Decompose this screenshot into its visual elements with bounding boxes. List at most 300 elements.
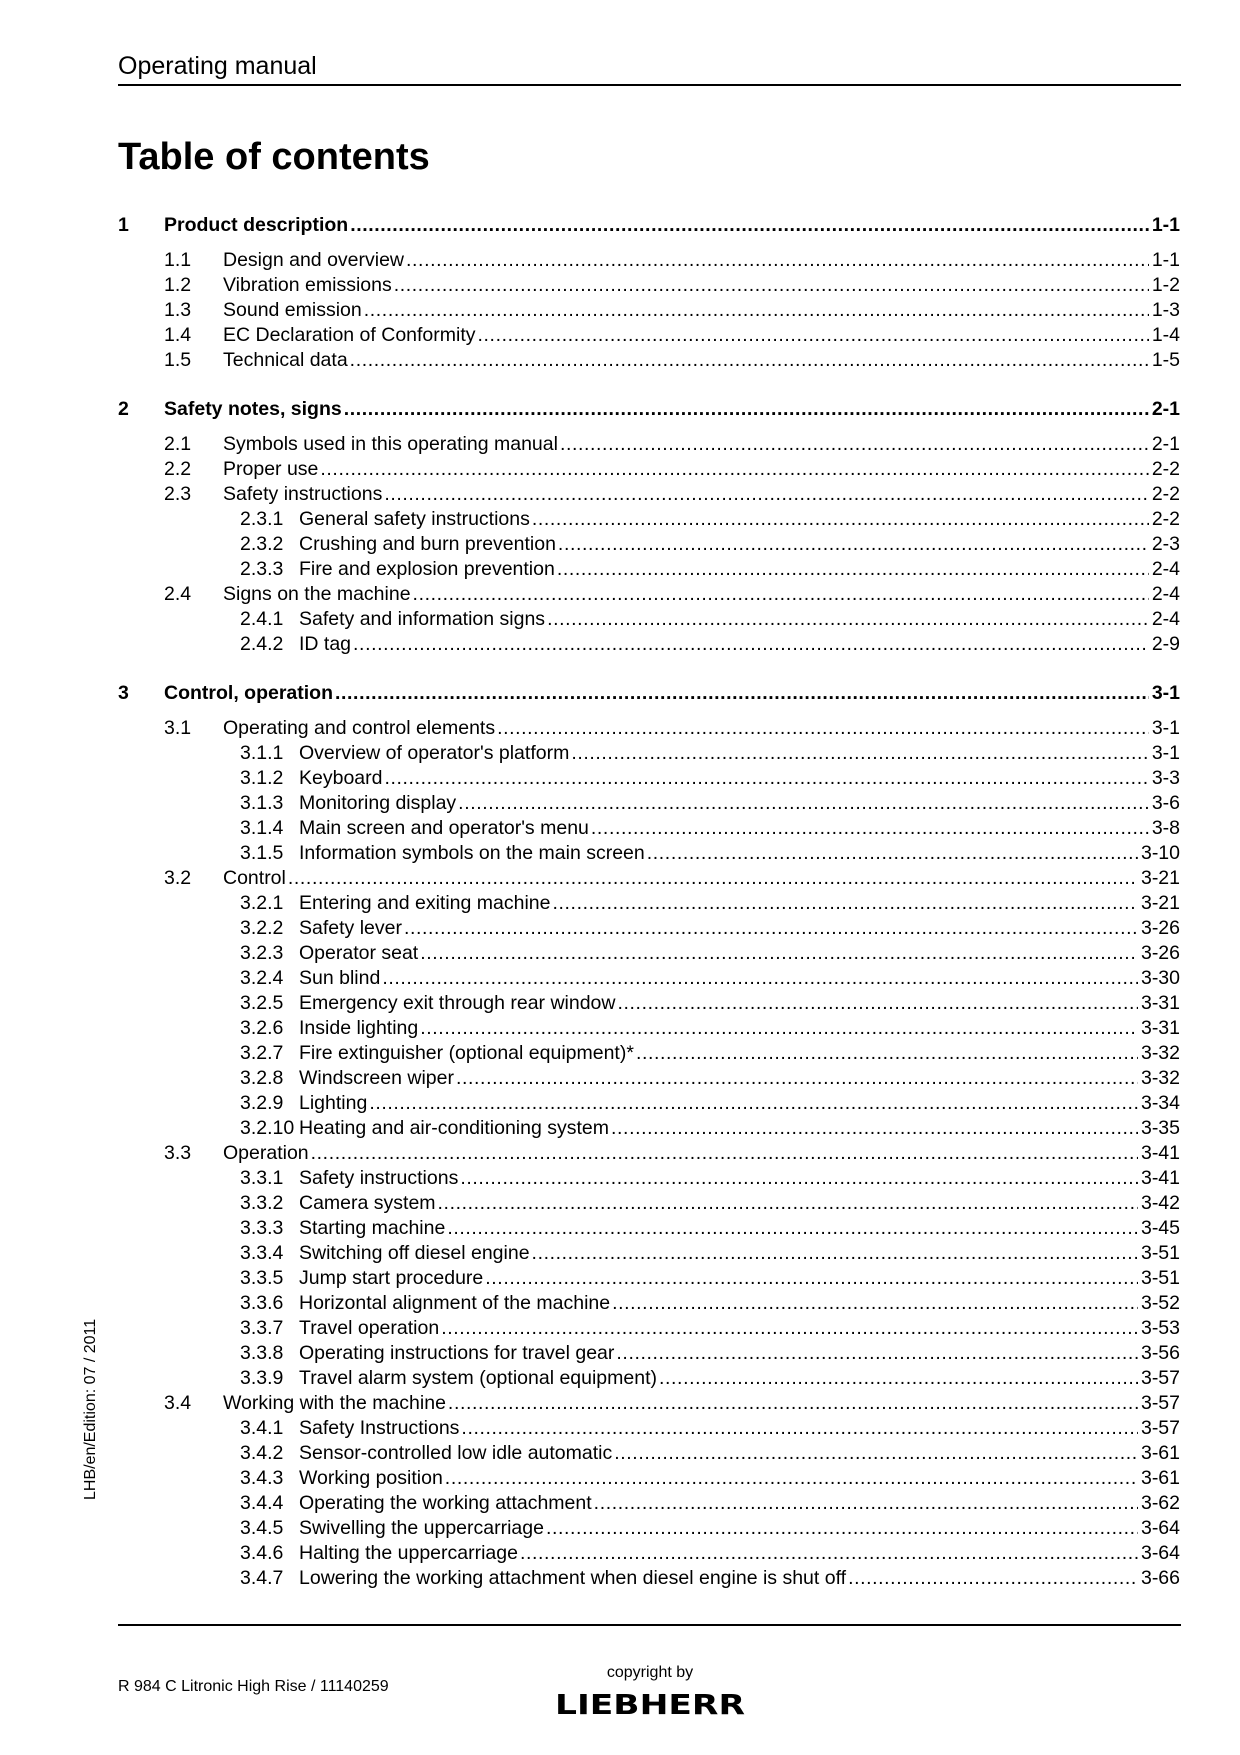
toc-title: Design and overview [223, 249, 405, 271]
toc-entry[interactable] [0, 272, 1240, 298]
toc-entry-line [299, 965, 1180, 991]
dot-leader [571, 740, 1148, 766]
toc-entry[interactable] [0, 581, 1240, 607]
dot-leader [438, 1190, 1138, 1216]
toc-entry-line [299, 1365, 1180, 1391]
toc-page: 3-61 [1140, 1467, 1180, 1489]
toc-number: 3.3.1 [240, 1167, 284, 1189]
dot-leader [591, 815, 1149, 841]
toc-entry-line [299, 1340, 1180, 1366]
toc-page: 3-41 [1140, 1142, 1180, 1164]
toc-number: 3.4.7 [240, 1567, 284, 1589]
toc-entry[interactable] [0, 840, 1240, 866]
toc-entry-line [223, 247, 1180, 273]
toc-title: Switching off diesel engine [299, 1242, 530, 1264]
toc-title: Camera system [299, 1192, 436, 1214]
toc-entry-line [299, 1290, 1180, 1316]
toc-number: 3.1 [164, 717, 192, 739]
toc-chapter[interactable] [0, 212, 1240, 238]
toc-page: 2-9 [1151, 633, 1180, 655]
toc-entry[interactable] [0, 740, 1240, 766]
toc-entry[interactable] [0, 915, 1240, 941]
toc-title: Information symbols on the main screen [299, 842, 645, 864]
toc-entry-line [299, 940, 1180, 966]
toc-entry[interactable] [0, 1415, 1240, 1441]
toc-entry[interactable] [0, 715, 1240, 741]
toc-title: Fire and explosion prevention [299, 558, 555, 580]
toc-page: 2-4 [1151, 583, 1180, 605]
dot-leader [611, 1115, 1138, 1141]
toc-number: 1.4 [164, 324, 192, 346]
toc-chapter[interactable] [0, 396, 1240, 422]
toc-entry-line [223, 297, 1180, 323]
toc-number: 2.2 [164, 458, 192, 480]
toc-entry[interactable] [0, 815, 1240, 841]
toc-page: 3-53 [1140, 1317, 1180, 1339]
toc-entry[interactable] [0, 1340, 1240, 1366]
toc-entry[interactable] [0, 890, 1240, 916]
toc-page: 3-52 [1140, 1292, 1180, 1314]
toc-page: 3-30 [1140, 967, 1180, 989]
toc-entry[interactable] [0, 1065, 1240, 1091]
toc-title: Lighting [299, 1092, 368, 1114]
toc-title: Safety and information signs [299, 608, 546, 630]
toc-entry[interactable] [0, 297, 1240, 323]
toc-number: 2.4.1 [240, 608, 284, 630]
toc-entry[interactable] [0, 322, 1240, 348]
toc-title: Fire extinguisher (optional equipment)* [299, 1042, 634, 1064]
toc-title: Working with the machine [223, 1392, 446, 1414]
toc-title: Safety instructions [223, 483, 383, 505]
toc-entry[interactable] [0, 965, 1240, 991]
dot-leader [458, 790, 1149, 816]
toc-number: 1 [118, 214, 129, 236]
toc-page: 3-45 [1140, 1217, 1180, 1239]
running-header: Operating manual [118, 52, 317, 80]
dot-leader [497, 715, 1149, 741]
dot-leader [420, 1015, 1138, 1041]
toc-entry[interactable] [0, 1440, 1240, 1466]
dot-leader [848, 1565, 1138, 1591]
dot-leader [384, 481, 1148, 507]
toc-entry[interactable] [0, 1540, 1240, 1566]
toc-entry[interactable] [0, 1515, 1240, 1541]
toc-title: Control [223, 867, 286, 889]
toc-page: 1-1 [1151, 249, 1180, 271]
toc-page: 2-1 [1151, 433, 1180, 455]
toc-entry-line [299, 1415, 1180, 1441]
toc-number: 2.4 [164, 583, 192, 605]
toc-page: 3-31 [1140, 1017, 1180, 1039]
toc-title: Control, operation [164, 682, 333, 704]
toc-entry[interactable] [0, 865, 1240, 891]
toc-number: 3.1.5 [240, 842, 284, 864]
dot-leader [394, 272, 1149, 298]
dot-leader [447, 1215, 1138, 1241]
toc-page: 2-3 [1151, 533, 1180, 555]
dot-leader [350, 347, 1149, 373]
toc-entry-line [164, 212, 1180, 238]
toc-entry[interactable] [0, 1315, 1240, 1341]
dot-leader [553, 890, 1138, 916]
dot-leader [369, 1090, 1138, 1116]
toc-number: 3.4 [164, 1392, 192, 1414]
page-title: Table of contents [118, 136, 430, 178]
toc-number: 3.2 [164, 867, 192, 889]
toc-chapter[interactable] [0, 680, 1240, 706]
dot-leader [445, 1465, 1138, 1491]
toc-page: 3-56 [1140, 1342, 1180, 1364]
toc-number: 3.3.7 [240, 1317, 284, 1339]
toc-entry[interactable] [0, 1465, 1240, 1491]
toc-title: Working position [299, 1467, 443, 1489]
toc-entry[interactable] [0, 481, 1240, 507]
toc-entry-line [299, 1465, 1180, 1491]
toc-page: 3-66 [1140, 1567, 1180, 1589]
toc-entry-line [299, 631, 1180, 657]
toc-page: 3-3 [1151, 767, 1180, 789]
dot-leader [448, 1390, 1138, 1416]
toc-page: 3-42 [1140, 1192, 1180, 1214]
toc-entry-line [299, 1240, 1180, 1266]
toc-entry[interactable] [0, 1190, 1240, 1216]
toc-entry[interactable] [0, 556, 1240, 582]
toc-page: 3-61 [1140, 1442, 1180, 1464]
toc-entry[interactable] [0, 990, 1240, 1016]
toc-page: 3-57 [1140, 1367, 1180, 1389]
toc-number: 2.3.3 [240, 558, 284, 580]
dot-leader [647, 840, 1138, 866]
toc-entry[interactable] [0, 347, 1240, 373]
dot-leader [460, 1165, 1138, 1191]
toc-entry-line [223, 272, 1180, 298]
toc-number: 3.2.6 [240, 1017, 284, 1039]
toc-entry-line [164, 680, 1180, 706]
toc-page: 2-2 [1151, 458, 1180, 480]
footer-model: R 984 C Litronic High Rise / 11140259 [118, 1678, 389, 1695]
toc-entry-line [299, 1040, 1180, 1066]
toc-page: 3-41 [1140, 1167, 1180, 1189]
toc-page: 3-34 [1140, 1092, 1180, 1114]
toc-number: 3.4.2 [240, 1442, 284, 1464]
toc-page: 3-62 [1140, 1492, 1180, 1514]
toc-page: 3-64 [1140, 1517, 1180, 1539]
toc-entry-line [299, 1565, 1180, 1591]
toc-entry[interactable] [0, 1165, 1240, 1191]
toc-title: Jump start procedure [299, 1267, 484, 1289]
toc-number: 3.2.1 [240, 892, 284, 914]
toc-number: 3.2.9 [240, 1092, 284, 1114]
toc-title: Operator seat [299, 942, 419, 964]
dot-leader [532, 506, 1149, 532]
dot-leader [558, 531, 1149, 557]
toc-number: 3.2.4 [240, 967, 284, 989]
toc-entry[interactable] [0, 1215, 1240, 1241]
toc-number: 1.5 [164, 349, 192, 371]
toc-title: General safety instructions [299, 508, 530, 530]
toc-title: Starting machine [299, 1217, 446, 1239]
toc-entry-line [299, 1065, 1180, 1091]
dot-leader [612, 1290, 1138, 1316]
toc-number: 3.3.4 [240, 1242, 284, 1264]
toc-page: 1-4 [1151, 324, 1180, 346]
toc-number: 3.1.3 [240, 792, 284, 814]
dot-leader [364, 297, 1149, 323]
toc-title: Technical data [223, 349, 348, 371]
toc-number: 3.1.2 [240, 767, 284, 789]
toc-number: 3.3 [164, 1142, 192, 1164]
toc-entry-line [223, 456, 1180, 482]
toc-entry-line [299, 606, 1180, 632]
toc-entry[interactable] [0, 790, 1240, 816]
copyright-text: copyright by [606, 1664, 694, 1681]
toc-page: 2-2 [1151, 508, 1180, 530]
toc-page: 3-1 [1151, 742, 1180, 764]
dot-leader [353, 631, 1149, 657]
toc-entry[interactable] [0, 1115, 1240, 1141]
toc-page: 2-4 [1151, 608, 1180, 630]
toc-entry-line [299, 1165, 1180, 1191]
dot-leader [456, 1065, 1138, 1091]
toc-entry[interactable] [0, 940, 1240, 966]
toc-number: 2.3 [164, 483, 192, 505]
toc-page: 3-51 [1140, 1242, 1180, 1264]
toc-title: Signs on the machine [223, 583, 411, 605]
dot-leader [350, 212, 1149, 238]
toc-title: Travel alarm system (optional equipment) [299, 1367, 657, 1389]
dot-leader [636, 1040, 1138, 1066]
toc-title: Sun blind [299, 967, 381, 989]
toc-entry-line [299, 765, 1180, 791]
toc-entry[interactable] [0, 1040, 1240, 1066]
toc-entry[interactable] [0, 631, 1240, 657]
toc-number: 2 [118, 398, 129, 420]
dot-leader [614, 1440, 1138, 1466]
toc-entry-line [223, 322, 1180, 348]
toc-entry-line [299, 915, 1180, 941]
toc-entry[interactable] [0, 456, 1240, 482]
toc-entry-line [299, 556, 1180, 582]
toc-title: Overview of operator's platform [299, 742, 570, 764]
toc-number: 3.4.1 [240, 1417, 284, 1439]
footer-rule [118, 1624, 1181, 1626]
edition-note: LHB/en/Edition: 07 / 2011 [82, 1318, 99, 1500]
toc-page: 3-35 [1140, 1117, 1180, 1139]
dot-leader [546, 1515, 1138, 1541]
dot-leader [532, 1240, 1138, 1266]
toc-entry[interactable] [0, 1265, 1240, 1291]
toc-title: Windscreen wiper [299, 1067, 454, 1089]
dot-leader [659, 1365, 1138, 1391]
toc-page: 3-64 [1140, 1542, 1180, 1564]
toc-entry-line [223, 347, 1180, 373]
toc-number: 3.2.7 [240, 1042, 284, 1064]
toc-title: Operating the working attachment [299, 1492, 592, 1514]
dot-leader [618, 990, 1138, 1016]
toc-title: Operating instructions for travel gear [299, 1342, 615, 1364]
toc-page: 1-5 [1151, 349, 1180, 371]
toc-entry-line [299, 990, 1180, 1016]
toc-entry[interactable] [0, 765, 1240, 791]
toc-number: 3.3.6 [240, 1292, 284, 1314]
toc-page: 1-3 [1151, 299, 1180, 321]
toc-page: 1-2 [1151, 274, 1180, 296]
toc-entry-line [223, 431, 1180, 457]
toc-title: Entering and exiting machine [299, 892, 551, 914]
dot-leader [560, 431, 1149, 457]
dot-leader [384, 765, 1148, 791]
dot-leader [311, 1140, 1138, 1166]
toc-number: 3.3.9 [240, 1367, 284, 1389]
toc-number: 3.4.3 [240, 1467, 284, 1489]
toc-page: 2-1 [1151, 398, 1180, 420]
toc-title: Operation [223, 1142, 309, 1164]
toc-number: 1.1 [164, 249, 192, 271]
toc-title: Crushing and burn prevention [299, 533, 556, 555]
toc-title: Sensor-controlled low idle automatic [299, 1442, 613, 1464]
toc-entry-line [223, 715, 1180, 741]
toc-number: 3.2.10 [240, 1117, 295, 1139]
toc-entry-line [299, 890, 1180, 916]
toc-entry[interactable] [0, 1090, 1240, 1116]
dot-leader [557, 556, 1149, 582]
toc-number: 2.1 [164, 433, 192, 455]
dot-leader [320, 456, 1148, 482]
toc-number: 3.3.2 [240, 1192, 284, 1214]
dot-leader [420, 940, 1138, 966]
toc-page: 1-1 [1151, 214, 1180, 236]
toc-entry[interactable] [0, 506, 1240, 532]
dot-leader [413, 581, 1149, 607]
toc-title: Horizontal alignment of the machine [299, 1292, 611, 1314]
dot-leader [485, 1265, 1138, 1291]
toc-number: 3.1.1 [240, 742, 284, 764]
dot-leader [344, 396, 1149, 422]
logo-text: LIEBHERR [555, 1688, 745, 1718]
toc-entry[interactable] [0, 431, 1240, 457]
dot-leader [461, 1415, 1138, 1441]
toc-number: 3 [118, 682, 129, 704]
toc-entry-line [299, 840, 1180, 866]
dot-leader [382, 965, 1138, 991]
toc-entry-line [164, 396, 1180, 422]
toc-page: 3-26 [1140, 917, 1180, 939]
toc-entry[interactable] [0, 1140, 1240, 1166]
toc-number: 2.3.2 [240, 533, 284, 555]
toc-title: Inside lighting [299, 1017, 419, 1039]
toc-title: Product description [164, 214, 349, 236]
toc-title: Symbols used in this operating manual [223, 433, 558, 455]
toc-number: 1.2 [164, 274, 192, 296]
dot-leader [478, 322, 1149, 348]
toc-title: Proper use [223, 458, 319, 480]
toc-page: 3-32 [1140, 1067, 1180, 1089]
toc-page: 3-32 [1140, 1042, 1180, 1064]
toc-entry-line [223, 581, 1180, 607]
toc-title: Heating and air-conditioning system [299, 1117, 610, 1139]
dot-leader [520, 1540, 1138, 1566]
toc-page: 3-57 [1140, 1392, 1180, 1414]
toc-page: 3-21 [1140, 892, 1180, 914]
toc-entry[interactable] [0, 1490, 1240, 1516]
toc-title: Safety lever [299, 917, 402, 939]
toc-entry-line [299, 506, 1180, 532]
dot-leader [288, 865, 1138, 891]
toc-title: Keyboard [299, 767, 383, 789]
toc-title: Monitoring display [299, 792, 457, 814]
toc-page: 3-6 [1151, 792, 1180, 814]
toc-entry-line [299, 740, 1180, 766]
toc-entry[interactable] [0, 1240, 1240, 1266]
toc-title: Vibration emissions [223, 274, 392, 296]
toc-number: 3.2.5 [240, 992, 284, 1014]
toc-page: 3-1 [1151, 682, 1180, 704]
toc-page: 3-1 [1151, 717, 1180, 739]
toc-title: Travel operation [299, 1317, 440, 1339]
toc-entry-line [299, 1490, 1180, 1516]
toc-title: EC Declaration of Conformity [223, 324, 476, 346]
toc-number: 3.3.5 [240, 1267, 284, 1289]
toc-entry-line [299, 1515, 1180, 1541]
toc-page: 2-2 [1151, 483, 1180, 505]
dot-leader [547, 606, 1149, 632]
toc-entry[interactable] [0, 606, 1240, 632]
toc-number: 2.4.2 [240, 633, 284, 655]
toc-number: 3.4.5 [240, 1517, 284, 1539]
toc-entry[interactable] [0, 247, 1240, 273]
toc-page: 3-57 [1140, 1417, 1180, 1439]
toc-title: ID tag [299, 633, 352, 655]
toc-title: Operating and control elements [223, 717, 496, 739]
toc-entry-line [299, 1265, 1180, 1291]
toc-entry[interactable] [0, 531, 1240, 557]
toc-title: Main screen and operator's menu [299, 817, 589, 839]
toc-page: 3-26 [1140, 942, 1180, 964]
toc-entry-line [299, 790, 1180, 816]
toc-entry[interactable] [0, 1565, 1240, 1591]
toc-entry[interactable] [0, 1390, 1240, 1416]
toc-number: 3.3.8 [240, 1342, 284, 1364]
toc-entry-line [299, 1540, 1180, 1566]
toc-entry-line [223, 1140, 1180, 1166]
dot-leader [406, 247, 1149, 273]
toc-number: 1.3 [164, 299, 192, 321]
toc-number: 3.4.6 [240, 1542, 284, 1564]
toc-number: 2.3.1 [240, 508, 284, 530]
toc-entry-line [299, 815, 1180, 841]
toc-page: 3-31 [1140, 992, 1180, 1014]
toc-number: 3.1.4 [240, 817, 284, 839]
dot-leader [594, 1490, 1138, 1516]
toc-entry-line [299, 1215, 1180, 1241]
toc-page: 3-21 [1140, 867, 1180, 889]
toc-entry-line [299, 531, 1180, 557]
toc-entry[interactable] [0, 1015, 1240, 1041]
toc-page: 3-10 [1140, 842, 1180, 864]
toc-title: Emergency exit through rear window [299, 992, 616, 1014]
toc-entry-line [223, 1390, 1180, 1416]
toc-entry-line [299, 1315, 1180, 1341]
toc-title: Swivelling the uppercarriage [299, 1517, 544, 1539]
toc-number: 3.2.8 [240, 1067, 284, 1089]
toc-entry-line [299, 1015, 1180, 1041]
toc-entry[interactable] [0, 1365, 1240, 1391]
toc-entry[interactable] [0, 1290, 1240, 1316]
toc-number: 3.2.3 [240, 942, 284, 964]
toc-page: 3-8 [1151, 817, 1180, 839]
toc-number: 3.3.3 [240, 1217, 284, 1239]
liebherr-logo [553, 1688, 747, 1718]
